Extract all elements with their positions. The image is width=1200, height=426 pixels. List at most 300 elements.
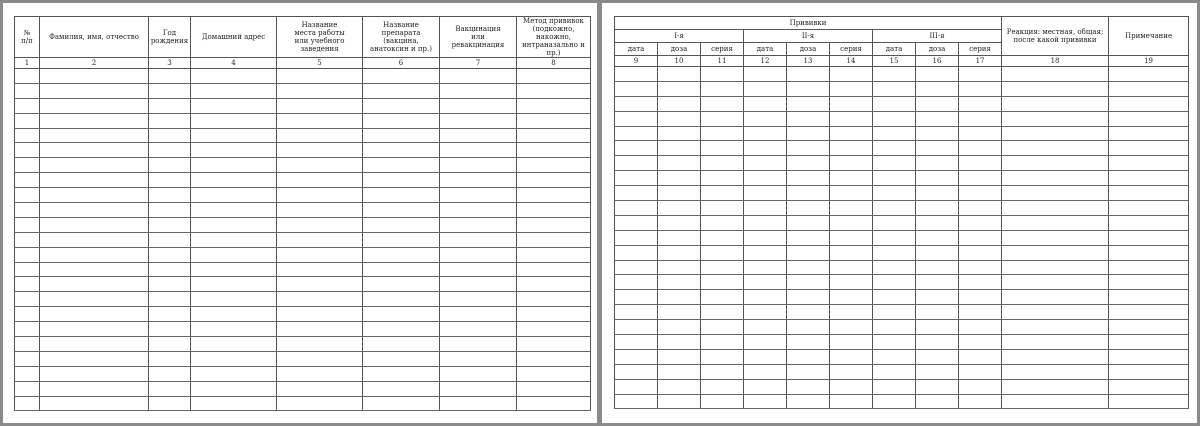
empty-cell: [830, 275, 873, 290]
empty-cell: [1109, 335, 1189, 350]
table-row: [615, 320, 1189, 335]
empty-cell: [959, 290, 1002, 305]
empty-cell: [615, 275, 658, 290]
empty-cell: [277, 173, 363, 188]
empty-cell: [191, 247, 277, 262]
empty-cell: [787, 186, 830, 201]
empty-cell: [40, 188, 149, 203]
empty-cell: [277, 366, 363, 381]
right-column-number: 16: [916, 56, 959, 67]
empty-cell: [149, 188, 191, 203]
empty-cell: [701, 67, 744, 82]
empty-cell: [149, 203, 191, 218]
empty-cell: [15, 262, 40, 277]
empty-cell: [15, 69, 40, 84]
empty-cell: [1002, 186, 1109, 201]
right-column-number: 11: [701, 56, 744, 67]
empty-cell: [191, 188, 277, 203]
empty-cell: [615, 379, 658, 394]
empty-cell: [787, 171, 830, 186]
empty-cell: [517, 173, 591, 188]
empty-cell: [191, 307, 277, 322]
empty-cell: [191, 366, 277, 381]
table-row: [15, 381, 591, 396]
empty-cell: [959, 305, 1002, 320]
empty-cell: [916, 111, 959, 126]
empty-cell: [701, 394, 744, 409]
empty-cell: [744, 126, 787, 141]
empty-cell: [615, 156, 658, 171]
empty-cell: [744, 96, 787, 111]
empty-cell: [15, 232, 40, 247]
empty-cell: [787, 394, 830, 409]
empty-cell: [787, 215, 830, 230]
empty-cell: [873, 305, 916, 320]
empty-cell: [149, 292, 191, 307]
empty-cell: [830, 186, 873, 201]
empty-cell: [517, 232, 591, 247]
empty-cell: [440, 203, 517, 218]
empty-cell: [517, 381, 591, 396]
empty-cell: [277, 307, 363, 322]
empty-cell: [517, 113, 591, 128]
empty-cell: [744, 364, 787, 379]
empty-cell: [787, 260, 830, 275]
right-register-table: [614, 16, 1189, 409]
empty-cell: [40, 98, 149, 113]
empty-cell: [40, 262, 149, 277]
left-column-number: 5: [277, 58, 363, 69]
empty-cell: [517, 188, 591, 203]
left-column-number: 1: [15, 58, 40, 69]
empty-cell: [744, 335, 787, 350]
empty-cell: [15, 351, 40, 366]
empty-cell: [15, 128, 40, 143]
empty-cell: [363, 113, 440, 128]
empty-cell: [40, 232, 149, 247]
table-row: [615, 111, 1189, 126]
empty-cell: [701, 245, 744, 260]
empty-cell: [959, 215, 1002, 230]
empty-cell: [916, 141, 959, 156]
left-column-number: 3: [149, 58, 191, 69]
empty-cell: [873, 394, 916, 409]
empty-cell: [830, 126, 873, 141]
empty-cell: [787, 111, 830, 126]
empty-cell: [658, 111, 701, 126]
empty-cell: [959, 335, 1002, 350]
empty-cell: [517, 98, 591, 113]
empty-cell: [830, 141, 873, 156]
left-page: [3, 3, 597, 423]
empty-cell: [1002, 245, 1109, 260]
empty-cell: [744, 156, 787, 171]
table-row: [15, 158, 591, 173]
empty-cell: [873, 67, 916, 82]
empty-cell: [1109, 245, 1189, 260]
empty-cell: [277, 247, 363, 262]
empty-cell: [363, 83, 440, 98]
empty-cell: [873, 245, 916, 260]
empty-cell: [916, 394, 959, 409]
empty-cell: [517, 277, 591, 292]
table-row: [15, 128, 591, 143]
empty-cell: [1002, 379, 1109, 394]
empty-cell: [40, 396, 149, 411]
empty-cell: [916, 230, 959, 245]
empty-cell: [440, 217, 517, 232]
vaccination-round-header: I-я: [615, 30, 744, 43]
empty-cell: [658, 96, 701, 111]
empty-cell: [701, 260, 744, 275]
empty-cell: [1109, 81, 1189, 96]
empty-cell: [787, 67, 830, 82]
empty-cell: [277, 217, 363, 232]
table-row: [15, 173, 591, 188]
empty-cell: [191, 396, 277, 411]
empty-cell: [440, 143, 517, 158]
empty-cell: [830, 230, 873, 245]
empty-cell: [959, 245, 1002, 260]
empty-cell: [1002, 364, 1109, 379]
empty-cell: [149, 396, 191, 411]
empty-cell: [744, 349, 787, 364]
empty-cell: [701, 275, 744, 290]
empty-cell: [1002, 67, 1109, 82]
right-column-number: 9: [615, 56, 658, 67]
left-column-header: Название препарата (вакцина, анатоксин и пр.): [363, 17, 440, 58]
empty-cell: [658, 201, 701, 216]
empty-cell: [873, 141, 916, 156]
empty-cell: [1002, 141, 1109, 156]
empty-cell: [615, 394, 658, 409]
left-column-header: № п/п: [15, 17, 40, 58]
empty-cell: [363, 337, 440, 352]
empty-cell: [658, 260, 701, 275]
empty-cell: [1002, 201, 1109, 216]
empty-cell: [830, 379, 873, 394]
empty-cell: [363, 188, 440, 203]
round-sub-header: серия: [701, 43, 744, 56]
empty-cell: [363, 158, 440, 173]
empty-cell: [40, 158, 149, 173]
empty-cell: [440, 232, 517, 247]
empty-cell: [15, 113, 40, 128]
empty-cell: [873, 215, 916, 230]
empty-cell: [658, 364, 701, 379]
empty-cell: [959, 320, 1002, 335]
table-row: [615, 305, 1189, 320]
empty-cell: [277, 113, 363, 128]
empty-cell: [959, 81, 1002, 96]
empty-cell: [916, 81, 959, 96]
empty-cell: [277, 396, 363, 411]
empty-cell: [916, 171, 959, 186]
empty-cell: [959, 275, 1002, 290]
empty-cell: [873, 290, 916, 305]
empty-cell: [615, 290, 658, 305]
empty-cell: [440, 69, 517, 84]
empty-cell: [15, 381, 40, 396]
left-column-header: Год рождения: [149, 17, 191, 58]
right-header-row-1: [615, 17, 1189, 30]
empty-cell: [277, 322, 363, 337]
empty-cell: [15, 307, 40, 322]
empty-cell: [916, 379, 959, 394]
table-row: [15, 232, 591, 247]
empty-cell: [787, 201, 830, 216]
empty-cell: [830, 171, 873, 186]
empty-cell: [363, 366, 440, 381]
empty-cell: [658, 275, 701, 290]
table-row: [15, 396, 591, 411]
empty-cell: [1109, 379, 1189, 394]
empty-cell: [787, 230, 830, 245]
empty-cell: [40, 113, 149, 128]
empty-cell: [1109, 320, 1189, 335]
right-column-number: 15: [873, 56, 916, 67]
right-column-number: 12: [744, 56, 787, 67]
empty-cell: [701, 186, 744, 201]
empty-cell: [615, 141, 658, 156]
table-row: [615, 126, 1189, 141]
table-row: [615, 230, 1189, 245]
empty-cell: [1002, 260, 1109, 275]
left-column-header: Вакцинация или ревакцинация: [440, 17, 517, 58]
left-column-number: 4: [191, 58, 277, 69]
left-register-table: [14, 16, 591, 411]
empty-cell: [363, 217, 440, 232]
empty-cell: [1109, 290, 1189, 305]
empty-cell: [1109, 67, 1189, 82]
empty-cell: [744, 260, 787, 275]
empty-cell: [787, 141, 830, 156]
empty-cell: [517, 158, 591, 173]
table-row: [15, 351, 591, 366]
empty-cell: [916, 186, 959, 201]
empty-cell: [40, 366, 149, 381]
empty-cell: [830, 81, 873, 96]
table-row: [615, 364, 1189, 379]
empty-cell: [744, 186, 787, 201]
empty-cell: [363, 292, 440, 307]
empty-cell: [830, 260, 873, 275]
empty-cell: [1109, 349, 1189, 364]
empty-cell: [744, 201, 787, 216]
empty-cell: [15, 203, 40, 218]
empty-cell: [517, 247, 591, 262]
empty-cell: [1109, 215, 1189, 230]
right-page: [602, 3, 1197, 423]
empty-cell: [658, 67, 701, 82]
empty-cell: [277, 128, 363, 143]
empty-cell: [40, 217, 149, 232]
empty-cell: [615, 230, 658, 245]
empty-cell: [363, 232, 440, 247]
empty-cell: [830, 320, 873, 335]
right-column-number: 19: [1109, 56, 1189, 67]
empty-cell: [517, 203, 591, 218]
empty-cell: [363, 262, 440, 277]
empty-cell: [191, 173, 277, 188]
empty-cell: [787, 245, 830, 260]
empty-cell: [701, 290, 744, 305]
empty-cell: [15, 396, 40, 411]
empty-cell: [1109, 275, 1189, 290]
table-row: [615, 186, 1189, 201]
empty-cell: [440, 396, 517, 411]
empty-cell: [40, 277, 149, 292]
empty-cell: [440, 307, 517, 322]
empty-cell: [787, 364, 830, 379]
table-row: [615, 290, 1189, 305]
empty-cell: [744, 230, 787, 245]
empty-cell: [191, 98, 277, 113]
empty-cell: [873, 171, 916, 186]
right-column-number: 17: [959, 56, 1002, 67]
empty-cell: [1002, 394, 1109, 409]
empty-cell: [615, 215, 658, 230]
table-row: [15, 98, 591, 113]
empty-cell: [959, 126, 1002, 141]
round-sub-header: доза: [916, 43, 959, 56]
table-row: [15, 337, 591, 352]
empty-cell: [440, 322, 517, 337]
empty-cell: [873, 81, 916, 96]
right-column-number: 14: [830, 56, 873, 67]
left-column-header: Фамилия, имя, отчество: [40, 17, 149, 58]
table-row: [615, 67, 1189, 82]
empty-cell: [916, 126, 959, 141]
empty-cell: [149, 351, 191, 366]
empty-cell: [277, 69, 363, 84]
empty-cell: [615, 126, 658, 141]
empty-cell: [517, 396, 591, 411]
empty-cell: [959, 260, 1002, 275]
empty-cell: [363, 322, 440, 337]
empty-cell: [149, 128, 191, 143]
empty-cell: [1002, 126, 1109, 141]
empty-cell: [959, 111, 1002, 126]
empty-cell: [1002, 111, 1109, 126]
empty-cell: [1109, 111, 1189, 126]
empty-cell: [959, 379, 1002, 394]
table-row: [15, 247, 591, 262]
empty-cell: [277, 188, 363, 203]
empty-cell: [916, 364, 959, 379]
empty-cell: [440, 247, 517, 262]
empty-cell: [787, 96, 830, 111]
empty-cell: [916, 335, 959, 350]
empty-cell: [658, 141, 701, 156]
empty-cell: [440, 98, 517, 113]
empty-cell: [517, 262, 591, 277]
empty-cell: [149, 113, 191, 128]
empty-cell: [701, 364, 744, 379]
empty-cell: [277, 337, 363, 352]
empty-cell: [15, 158, 40, 173]
table-row: [615, 349, 1189, 364]
round-sub-header: дата: [615, 43, 658, 56]
right-column-number: 18: [1002, 56, 1109, 67]
empty-cell: [1002, 290, 1109, 305]
empty-cell: [959, 394, 1002, 409]
empty-cell: [149, 98, 191, 113]
empty-cell: [744, 305, 787, 320]
empty-cell: [916, 349, 959, 364]
empty-cell: [1109, 186, 1189, 201]
empty-cell: [440, 381, 517, 396]
empty-cell: [615, 320, 658, 335]
empty-cell: [149, 322, 191, 337]
empty-cell: [277, 381, 363, 396]
empty-cell: [701, 156, 744, 171]
empty-cell: [15, 292, 40, 307]
empty-cell: [149, 366, 191, 381]
empty-cell: [277, 98, 363, 113]
empty-cell: [873, 379, 916, 394]
table-row: [15, 217, 591, 232]
table-row: [615, 394, 1189, 409]
empty-cell: [744, 81, 787, 96]
empty-cell: [1109, 260, 1189, 275]
table-row: [15, 143, 591, 158]
empty-cell: [1109, 305, 1189, 320]
empty-cell: [744, 394, 787, 409]
table-row: [15, 69, 591, 84]
empty-cell: [149, 83, 191, 98]
empty-cell: [701, 305, 744, 320]
empty-cell: [959, 349, 1002, 364]
empty-cell: [658, 290, 701, 305]
table-row: [15, 277, 591, 292]
empty-cell: [787, 126, 830, 141]
empty-cell: [40, 143, 149, 158]
empty-cell: [658, 335, 701, 350]
empty-cell: [191, 381, 277, 396]
empty-cell: [615, 260, 658, 275]
empty-cell: [916, 201, 959, 216]
empty-cell: [916, 275, 959, 290]
empty-cell: [191, 128, 277, 143]
empty-cell: [744, 141, 787, 156]
empty-cell: [658, 156, 701, 171]
empty-cell: [15, 217, 40, 232]
table-row: [615, 215, 1189, 230]
empty-cell: [744, 171, 787, 186]
empty-cell: [959, 141, 1002, 156]
empty-cell: [517, 366, 591, 381]
empty-cell: [277, 262, 363, 277]
empty-cell: [873, 126, 916, 141]
empty-cell: [615, 186, 658, 201]
empty-cell: [615, 305, 658, 320]
empty-cell: [873, 349, 916, 364]
empty-cell: [1109, 141, 1189, 156]
empty-cell: [191, 217, 277, 232]
empty-cell: [363, 247, 440, 262]
empty-cell: [440, 277, 517, 292]
table-row: [15, 188, 591, 203]
empty-cell: [787, 156, 830, 171]
empty-cell: [191, 203, 277, 218]
empty-cell: [1002, 230, 1109, 245]
empty-cell: [701, 81, 744, 96]
table-row: [615, 171, 1189, 186]
empty-cell: [873, 111, 916, 126]
empty-cell: [15, 98, 40, 113]
empty-cell: [701, 96, 744, 111]
